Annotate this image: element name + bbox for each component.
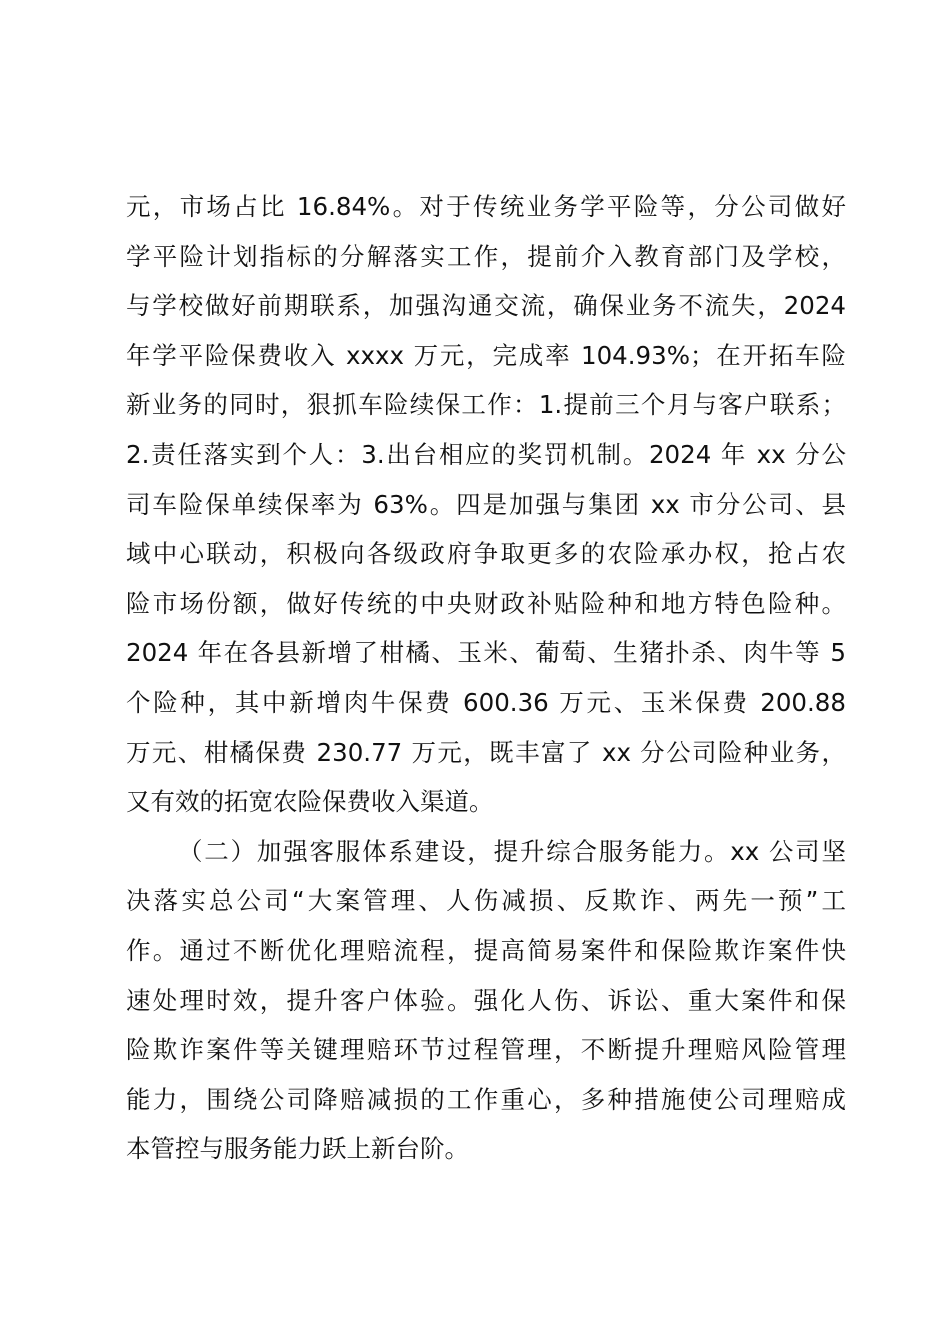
text-line: 险欺诈案件等关键理赔环节过程管理，不断提升理赔风险管理 xyxy=(126,1035,846,1065)
text-line: 作。通过不断优化理赔流程，提高简易案件和保险欺诈案件快 xyxy=(126,935,846,965)
text-line: 2024 年在各县新增了柑橘、玉米、葡萄、生猪扑杀、肉牛等 5 xyxy=(126,638,846,668)
text-line: 司车险保单续保率为 63%。四是加强与集团 xx 市分公司、县 xyxy=(126,489,846,519)
paragraph-1 xyxy=(126,182,846,827)
text-line: 元，市场占比 16.84%。对于传统业务学平险等，分公司做好 xyxy=(126,192,846,221)
text-line: 决落实总公司“大案管理、人伤减损、反欺诈、两先一预”工 xyxy=(126,886,846,916)
text-line: 本管控与服务能力跃上新台阶。 xyxy=(126,1134,469,1164)
text-line: 学平险计划指标的分解落实工作，提前介入教育部门及学校， xyxy=(126,241,846,271)
text-line: 险市场份额，做好传统的中央财政补贴险种和地方特色险种。 xyxy=(126,588,846,618)
text-line: 万元、柑橘保费 230.77 万元，既丰富了 xx 分公司险种业务， xyxy=(126,737,846,767)
text-line: 速处理时效，提升客户体验。强化人伤、诉讼、重大案件和保 xyxy=(126,985,846,1015)
text-line: 新业务的同时，狠抓车险续保工作：1.提前三个月与客户联系； xyxy=(126,390,846,420)
text-line: 个险种，其中新增肉牛保费 600.36 万元、玉米保费 200.88 xyxy=(126,687,846,717)
document-body xyxy=(126,182,846,1174)
paragraph-2 xyxy=(126,827,846,1174)
text-line: 年学平险保费收入 xxxx 万元，完成率 104.93%；在开拓车险 xyxy=(126,340,846,370)
text-line: 域中心联动，积极向各级政府争取更多的农险承办权，抢占农 xyxy=(126,539,846,569)
section-heading-line: （二）加强客服体系建设，提升综合服务能力。xx 公司坚 xyxy=(178,836,846,866)
text-line: 2.责任落实到个人：3.出台相应的奖罚机制。2024 年 xx 分公 xyxy=(126,439,846,469)
text-line: 能力，围绕公司降赔减损的工作重心，多种措施使公司理赔成 xyxy=(126,1084,846,1114)
text-line: 又有效的拓宽农险保费收入渠道。 xyxy=(126,787,494,817)
text-line: 与学校做好前期联系，加强沟通交流，确保业务不流失，2024 xyxy=(126,291,846,321)
